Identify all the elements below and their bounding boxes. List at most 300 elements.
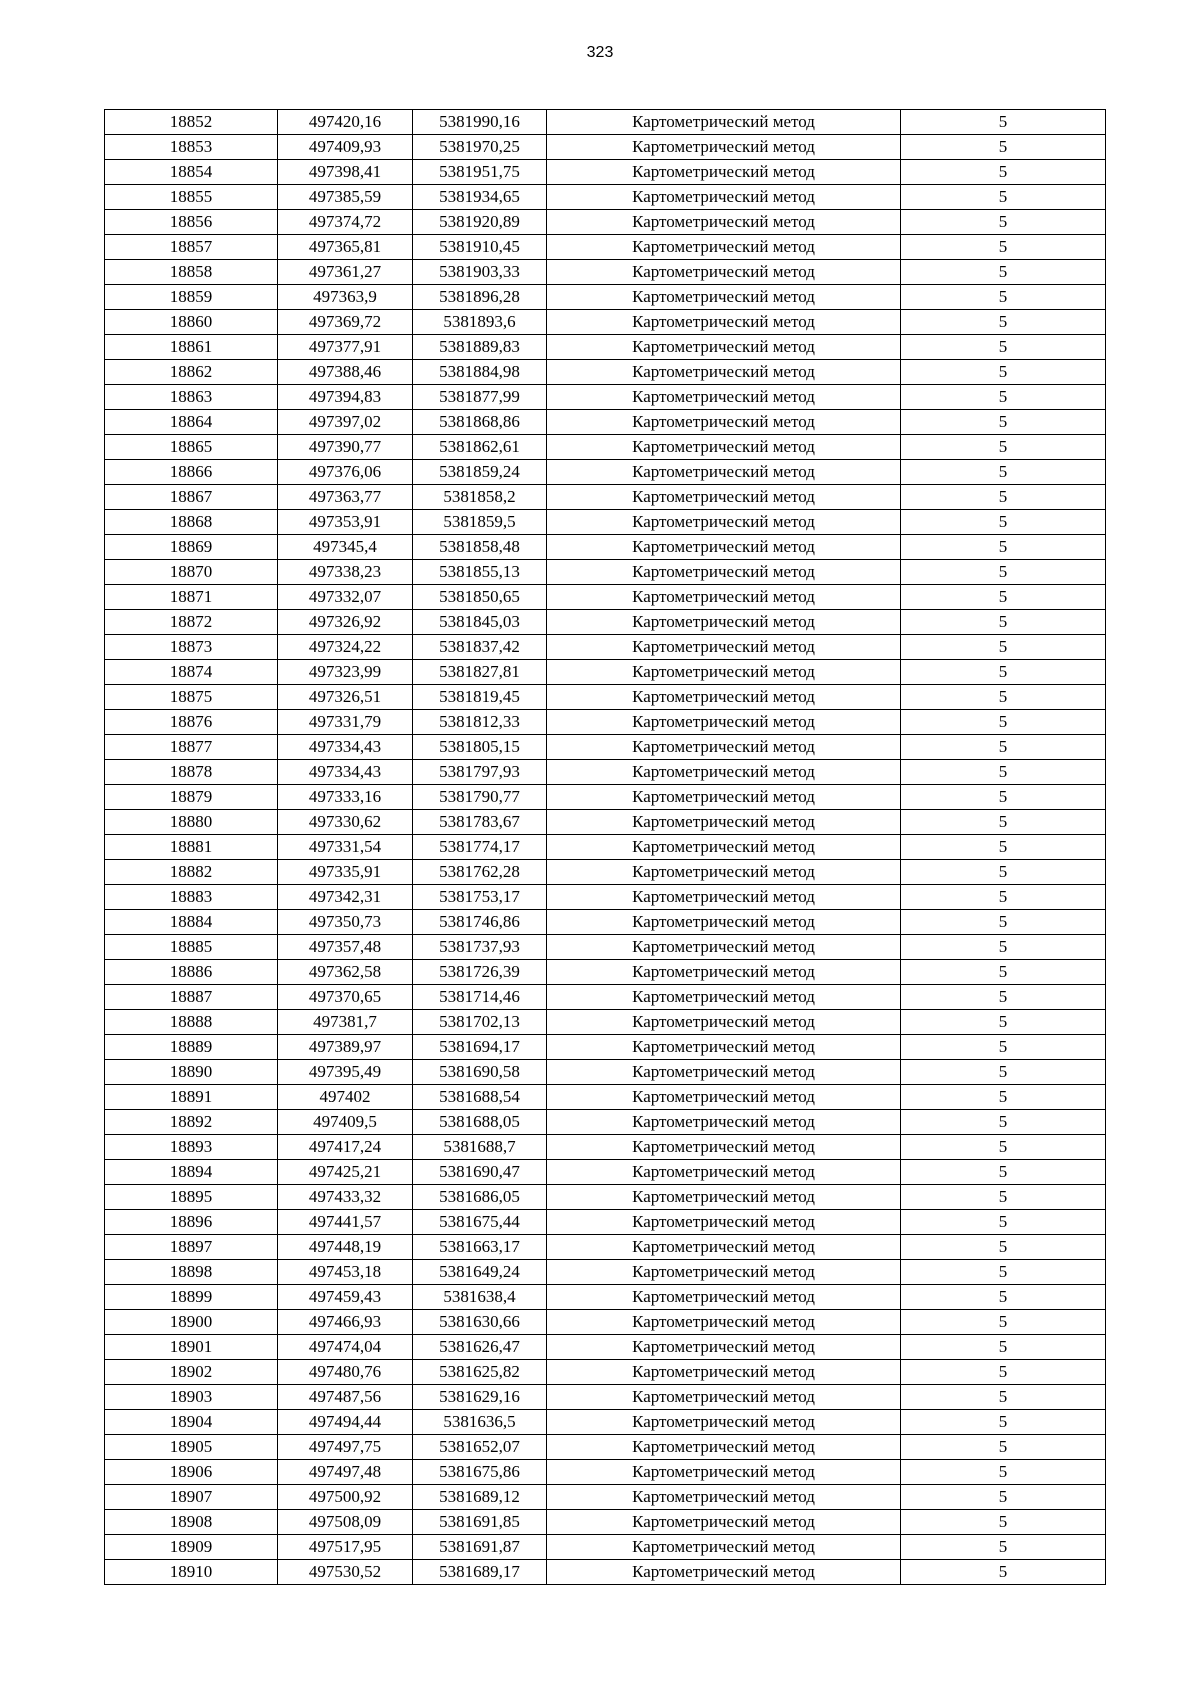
point-number-cell: 18866 [105, 460, 278, 485]
x-coordinate-cell: 497326,51 [278, 685, 413, 710]
x-coordinate-cell: 497474,04 [278, 1335, 413, 1360]
table-row [105, 1285, 1106, 1310]
point-number-cell: 18877 [105, 735, 278, 760]
table-row [105, 635, 1106, 660]
accuracy-cell: 5 [901, 260, 1106, 285]
y-coordinate-cell: 5381714,46 [413, 985, 547, 1010]
table-row [105, 1510, 1106, 1535]
accuracy-cell: 5 [901, 485, 1106, 510]
table-row [105, 435, 1106, 460]
method-cell: Картометрический метод [547, 1335, 901, 1360]
y-coordinate-cell: 5381690,58 [413, 1060, 547, 1085]
point-number-cell: 18878 [105, 760, 278, 785]
method-cell: Картометрический метод [547, 1060, 901, 1085]
y-coordinate-cell: 5381689,17 [413, 1560, 547, 1585]
point-number-cell: 18860 [105, 310, 278, 335]
method-cell: Картометрический метод [547, 1360, 901, 1385]
x-coordinate-cell: 497441,57 [278, 1210, 413, 1235]
x-coordinate-cell: 497353,91 [278, 510, 413, 535]
y-coordinate-cell: 5381990,16 [413, 110, 547, 135]
x-coordinate-cell: 497466,93 [278, 1310, 413, 1335]
table-row [105, 610, 1106, 635]
x-coordinate-cell: 497350,73 [278, 910, 413, 935]
table-row [105, 310, 1106, 335]
table-row [105, 135, 1106, 160]
table-row [105, 460, 1106, 485]
accuracy-cell: 5 [901, 1385, 1106, 1410]
accuracy-cell: 5 [901, 985, 1106, 1010]
method-cell: Картометрический метод [547, 1035, 901, 1060]
accuracy-cell: 5 [901, 235, 1106, 260]
method-cell: Картометрический метод [547, 460, 901, 485]
accuracy-cell: 5 [901, 710, 1106, 735]
point-number-cell: 18867 [105, 485, 278, 510]
accuracy-cell: 5 [901, 960, 1106, 985]
point-number-cell: 18859 [105, 285, 278, 310]
method-cell: Картометрический метод [547, 785, 901, 810]
method-cell: Картометрический метод [547, 1210, 901, 1235]
method-cell: Картометрический метод [547, 810, 901, 835]
x-coordinate-cell: 497377,91 [278, 335, 413, 360]
method-cell: Картометрический метод [547, 1385, 901, 1410]
point-number-cell: 18857 [105, 235, 278, 260]
point-number-cell: 18906 [105, 1460, 278, 1485]
point-number-cell: 18887 [105, 985, 278, 1010]
accuracy-cell: 5 [901, 510, 1106, 535]
table-row [105, 835, 1106, 860]
method-cell: Картометрический метод [547, 435, 901, 460]
table-row [105, 585, 1106, 610]
method-cell: Картометрический метод [547, 1110, 901, 1135]
x-coordinate-cell: 497381,7 [278, 1010, 413, 1035]
method-cell: Картометрический метод [547, 1160, 901, 1185]
point-number-cell: 18898 [105, 1260, 278, 1285]
accuracy-cell: 5 [901, 885, 1106, 910]
point-number-cell: 18873 [105, 635, 278, 660]
accuracy-cell: 5 [901, 210, 1106, 235]
x-coordinate-cell: 497324,22 [278, 635, 413, 660]
point-number-cell: 18864 [105, 410, 278, 435]
y-coordinate-cell: 5381797,93 [413, 760, 547, 785]
method-cell: Картометрический метод [547, 585, 901, 610]
coordinates-table-body [105, 110, 1106, 1585]
accuracy-cell: 5 [901, 185, 1106, 210]
x-coordinate-cell: 497332,07 [278, 585, 413, 610]
point-number-cell: 18905 [105, 1435, 278, 1460]
table-row [105, 1310, 1106, 1335]
table-row [105, 935, 1106, 960]
x-coordinate-cell: 497370,65 [278, 985, 413, 1010]
accuracy-cell: 5 [901, 1510, 1106, 1535]
y-coordinate-cell: 5381884,98 [413, 360, 547, 385]
accuracy-cell: 5 [901, 1235, 1106, 1260]
y-coordinate-cell: 5381691,87 [413, 1535, 547, 1560]
y-coordinate-cell: 5381934,65 [413, 185, 547, 210]
table-row [105, 1160, 1106, 1185]
y-coordinate-cell: 5381819,45 [413, 685, 547, 710]
method-cell: Картометрический метод [547, 735, 901, 760]
y-coordinate-cell: 5381688,7 [413, 1135, 547, 1160]
table-row [105, 1560, 1106, 1585]
table-row [105, 1385, 1106, 1410]
point-number-cell: 18885 [105, 935, 278, 960]
accuracy-cell: 5 [901, 1260, 1106, 1285]
table-row [105, 885, 1106, 910]
accuracy-cell: 5 [901, 160, 1106, 185]
method-cell: Картометрический метод [547, 1460, 901, 1485]
y-coordinate-cell: 5381686,05 [413, 1185, 547, 1210]
method-cell: Картометрический метод [547, 210, 901, 235]
accuracy-cell: 5 [901, 135, 1106, 160]
point-number-cell: 18894 [105, 1160, 278, 1185]
method-cell: Картометрический метод [547, 1085, 901, 1110]
table-row [105, 760, 1106, 785]
accuracy-cell: 5 [901, 385, 1106, 410]
x-coordinate-cell: 497390,77 [278, 435, 413, 460]
x-coordinate-cell: 497331,54 [278, 835, 413, 860]
table-row [105, 235, 1106, 260]
y-coordinate-cell: 5381630,66 [413, 1310, 547, 1335]
table-row [105, 285, 1106, 310]
table-row [105, 1335, 1106, 1360]
x-coordinate-cell: 497376,06 [278, 460, 413, 485]
x-coordinate-cell: 497335,91 [278, 860, 413, 885]
x-coordinate-cell: 497508,09 [278, 1510, 413, 1535]
y-coordinate-cell: 5381783,67 [413, 810, 547, 835]
point-number-cell: 18892 [105, 1110, 278, 1135]
x-coordinate-cell: 497330,62 [278, 810, 413, 835]
x-coordinate-cell: 497420,16 [278, 110, 413, 135]
table-row [105, 1035, 1106, 1060]
table-row [105, 1260, 1106, 1285]
point-number-cell: 18889 [105, 1035, 278, 1060]
y-coordinate-cell: 5381920,89 [413, 210, 547, 235]
table-row [105, 1060, 1106, 1085]
method-cell: Картометрический метод [547, 1510, 901, 1535]
point-number-cell: 18904 [105, 1410, 278, 1435]
x-coordinate-cell: 497388,46 [278, 360, 413, 385]
method-cell: Картометрический метод [547, 410, 901, 435]
point-number-cell: 18902 [105, 1360, 278, 1385]
point-number-cell: 18901 [105, 1335, 278, 1360]
y-coordinate-cell: 5381726,39 [413, 960, 547, 985]
method-cell: Картометрический метод [547, 285, 901, 310]
method-cell: Картометрический метод [547, 935, 901, 960]
x-coordinate-cell: 497342,31 [278, 885, 413, 910]
method-cell: Картометрический метод [547, 1310, 901, 1335]
accuracy-cell: 5 [901, 910, 1106, 935]
x-coordinate-cell: 497425,21 [278, 1160, 413, 1185]
method-cell: Картометрический метод [547, 710, 901, 735]
accuracy-cell: 5 [901, 810, 1106, 835]
method-cell: Картометрический метод [547, 235, 901, 260]
table-row [105, 1210, 1106, 1235]
method-cell: Картометрический метод [547, 1185, 901, 1210]
point-number-cell: 18874 [105, 660, 278, 685]
x-coordinate-cell: 497333,16 [278, 785, 413, 810]
table-row [105, 1410, 1106, 1435]
accuracy-cell: 5 [901, 760, 1106, 785]
point-number-cell: 18862 [105, 360, 278, 385]
accuracy-cell: 5 [901, 610, 1106, 635]
y-coordinate-cell: 5381649,24 [413, 1260, 547, 1285]
x-coordinate-cell: 497334,43 [278, 735, 413, 760]
point-number-cell: 18863 [105, 385, 278, 410]
accuracy-cell: 5 [901, 1560, 1106, 1585]
method-cell: Картометрический метод [547, 1410, 901, 1435]
accuracy-cell: 5 [901, 1535, 1106, 1560]
x-coordinate-cell: 497409,93 [278, 135, 413, 160]
point-number-cell: 18910 [105, 1560, 278, 1585]
y-coordinate-cell: 5381689,12 [413, 1485, 547, 1510]
table-row [105, 260, 1106, 285]
accuracy-cell: 5 [901, 285, 1106, 310]
x-coordinate-cell: 497323,99 [278, 660, 413, 685]
x-coordinate-cell: 497480,76 [278, 1360, 413, 1385]
y-coordinate-cell: 5381903,33 [413, 260, 547, 285]
y-coordinate-cell: 5381858,2 [413, 485, 547, 510]
y-coordinate-cell: 5381694,17 [413, 1035, 547, 1060]
accuracy-cell: 5 [901, 660, 1106, 685]
table-row [105, 485, 1106, 510]
y-coordinate-cell: 5381877,99 [413, 385, 547, 410]
method-cell: Картометрический метод [547, 910, 901, 935]
point-number-cell: 18897 [105, 1235, 278, 1260]
accuracy-cell: 5 [901, 410, 1106, 435]
method-cell: Картометрический метод [547, 685, 901, 710]
table-row [105, 1485, 1106, 1510]
x-coordinate-cell: 497530,52 [278, 1560, 413, 1585]
accuracy-cell: 5 [901, 835, 1106, 860]
table-row [105, 185, 1106, 210]
accuracy-cell: 5 [901, 435, 1106, 460]
accuracy-cell: 5 [901, 1335, 1106, 1360]
y-coordinate-cell: 5381688,05 [413, 1110, 547, 1135]
x-coordinate-cell: 497374,72 [278, 210, 413, 235]
point-number-cell: 18900 [105, 1310, 278, 1335]
point-number-cell: 18907 [105, 1485, 278, 1510]
accuracy-cell: 5 [901, 1410, 1106, 1435]
y-coordinate-cell: 5381690,47 [413, 1160, 547, 1185]
point-number-cell: 18869 [105, 535, 278, 560]
point-number-cell: 18883 [105, 885, 278, 910]
method-cell: Картометрический метод [547, 1435, 901, 1460]
accuracy-cell: 5 [901, 935, 1106, 960]
method-cell: Картометрический метод [547, 535, 901, 560]
y-coordinate-cell: 5381910,45 [413, 235, 547, 260]
point-number-cell: 18854 [105, 160, 278, 185]
accuracy-cell: 5 [901, 335, 1106, 360]
table-row [105, 985, 1106, 1010]
x-coordinate-cell: 497497,48 [278, 1460, 413, 1485]
table-row [105, 210, 1106, 235]
method-cell: Картометрический метод [547, 1010, 901, 1035]
point-number-cell: 18852 [105, 110, 278, 135]
point-number-cell: 18882 [105, 860, 278, 885]
accuracy-cell: 5 [901, 1460, 1106, 1485]
method-cell: Картометрический метод [547, 135, 901, 160]
point-number-cell: 18876 [105, 710, 278, 735]
point-number-cell: 18861 [105, 335, 278, 360]
y-coordinate-cell: 5381805,15 [413, 735, 547, 760]
y-coordinate-cell: 5381868,86 [413, 410, 547, 435]
x-coordinate-cell: 497448,19 [278, 1235, 413, 1260]
accuracy-cell: 5 [901, 535, 1106, 560]
accuracy-cell: 5 [901, 735, 1106, 760]
accuracy-cell: 5 [901, 585, 1106, 610]
table-row [105, 110, 1106, 135]
point-number-cell: 18891 [105, 1085, 278, 1110]
point-number-cell: 18909 [105, 1535, 278, 1560]
method-cell: Картометрический метод [547, 510, 901, 535]
accuracy-cell: 5 [901, 1135, 1106, 1160]
y-coordinate-cell: 5381691,85 [413, 1510, 547, 1535]
method-cell: Картометрический метод [547, 1135, 901, 1160]
table-row [105, 360, 1106, 385]
accuracy-cell: 5 [901, 1060, 1106, 1085]
y-coordinate-cell: 5381737,93 [413, 935, 547, 960]
x-coordinate-cell: 497361,27 [278, 260, 413, 285]
method-cell: Картометрический метод [547, 110, 901, 135]
method-cell: Картометрический метод [547, 1535, 901, 1560]
y-coordinate-cell: 5381855,13 [413, 560, 547, 585]
point-number-cell: 18888 [105, 1010, 278, 1035]
y-coordinate-cell: 5381889,83 [413, 335, 547, 360]
y-coordinate-cell: 5381837,42 [413, 635, 547, 660]
table-row [105, 785, 1106, 810]
method-cell: Картометрический метод [547, 160, 901, 185]
accuracy-cell: 5 [901, 1285, 1106, 1310]
point-number-cell: 18880 [105, 810, 278, 835]
point-number-cell: 18886 [105, 960, 278, 985]
x-coordinate-cell: 497362,58 [278, 960, 413, 985]
method-cell: Картометрический метод [547, 610, 901, 635]
x-coordinate-cell: 497453,18 [278, 1260, 413, 1285]
table-row [105, 535, 1106, 560]
table-row [105, 1235, 1106, 1260]
method-cell: Картометрический метод [547, 1560, 901, 1585]
y-coordinate-cell: 5381629,16 [413, 1385, 547, 1410]
x-coordinate-cell: 497357,48 [278, 935, 413, 960]
point-number-cell: 18856 [105, 210, 278, 235]
method-cell: Картометрический метод [547, 760, 901, 785]
y-coordinate-cell: 5381827,81 [413, 660, 547, 685]
method-cell: Картометрический метод [547, 560, 901, 585]
table-row [105, 860, 1106, 885]
y-coordinate-cell: 5381951,75 [413, 160, 547, 185]
point-number-cell: 18903 [105, 1385, 278, 1410]
x-coordinate-cell: 497326,92 [278, 610, 413, 635]
accuracy-cell: 5 [901, 460, 1106, 485]
point-number-cell: 18890 [105, 1060, 278, 1085]
accuracy-cell: 5 [901, 1360, 1106, 1385]
x-coordinate-cell: 497394,83 [278, 385, 413, 410]
y-coordinate-cell: 5381663,17 [413, 1235, 547, 1260]
y-coordinate-cell: 5381652,07 [413, 1435, 547, 1460]
accuracy-cell: 5 [901, 110, 1106, 135]
method-cell: Картометрический метод [547, 885, 901, 910]
method-cell: Картометрический метод [547, 635, 901, 660]
x-coordinate-cell: 497345,4 [278, 535, 413, 560]
point-number-cell: 18893 [105, 1135, 278, 1160]
table-row [105, 810, 1106, 835]
y-coordinate-cell: 5381688,54 [413, 1085, 547, 1110]
accuracy-cell: 5 [901, 635, 1106, 660]
table-row [105, 335, 1106, 360]
table-row [105, 735, 1106, 760]
x-coordinate-cell: 497389,97 [278, 1035, 413, 1060]
x-coordinate-cell: 497517,95 [278, 1535, 413, 1560]
y-coordinate-cell: 5381774,17 [413, 835, 547, 860]
point-number-cell: 18870 [105, 560, 278, 585]
table-row [105, 1435, 1106, 1460]
method-cell: Картометрический метод [547, 835, 901, 860]
point-number-cell: 18895 [105, 1185, 278, 1210]
coordinates-table [104, 109, 1106, 1585]
y-coordinate-cell: 5381762,28 [413, 860, 547, 885]
y-coordinate-cell: 5381675,86 [413, 1460, 547, 1485]
accuracy-cell: 5 [901, 1310, 1106, 1335]
table-row [105, 410, 1106, 435]
table-row [105, 560, 1106, 585]
method-cell: Картометрический метод [547, 1285, 901, 1310]
point-number-cell: 18872 [105, 610, 278, 635]
table-row [105, 1085, 1106, 1110]
y-coordinate-cell: 5381845,03 [413, 610, 547, 635]
accuracy-cell: 5 [901, 1110, 1106, 1135]
x-coordinate-cell: 497402 [278, 1085, 413, 1110]
table-row [105, 1135, 1106, 1160]
x-coordinate-cell: 497385,59 [278, 185, 413, 210]
point-number-cell: 18908 [105, 1510, 278, 1535]
table-row [105, 1360, 1106, 1385]
method-cell: Картометрический метод [547, 860, 901, 885]
y-coordinate-cell: 5381626,47 [413, 1335, 547, 1360]
y-coordinate-cell: 5381638,4 [413, 1285, 547, 1310]
method-cell: Картометрический метод [547, 310, 901, 335]
page-number: 323 [586, 44, 614, 61]
point-number-cell: 18884 [105, 910, 278, 935]
y-coordinate-cell: 5381859,5 [413, 510, 547, 535]
accuracy-cell: 5 [901, 1485, 1106, 1510]
point-number-cell: 18853 [105, 135, 278, 160]
y-coordinate-cell: 5381896,28 [413, 285, 547, 310]
accuracy-cell: 5 [901, 1160, 1106, 1185]
point-number-cell: 18879 [105, 785, 278, 810]
point-number-cell: 18881 [105, 835, 278, 860]
method-cell: Картометрический метод [547, 335, 901, 360]
x-coordinate-cell: 497409,5 [278, 1110, 413, 1135]
table-row [105, 510, 1106, 535]
accuracy-cell: 5 [901, 1035, 1106, 1060]
method-cell: Картометрический метод [547, 260, 901, 285]
x-coordinate-cell: 497459,43 [278, 1285, 413, 1310]
table-row [105, 660, 1106, 685]
point-number-cell: 18896 [105, 1210, 278, 1235]
accuracy-cell: 5 [901, 1085, 1106, 1110]
point-number-cell: 18871 [105, 585, 278, 610]
y-coordinate-cell: 5381859,24 [413, 460, 547, 485]
accuracy-cell: 5 [901, 785, 1106, 810]
x-coordinate-cell: 497417,24 [278, 1135, 413, 1160]
accuracy-cell: 5 [901, 1210, 1106, 1235]
x-coordinate-cell: 497487,56 [278, 1385, 413, 1410]
x-coordinate-cell: 497494,44 [278, 1410, 413, 1435]
table-row [105, 1110, 1106, 1135]
y-coordinate-cell: 5381746,86 [413, 910, 547, 935]
y-coordinate-cell: 5381675,44 [413, 1210, 547, 1235]
table-row [105, 1535, 1106, 1560]
